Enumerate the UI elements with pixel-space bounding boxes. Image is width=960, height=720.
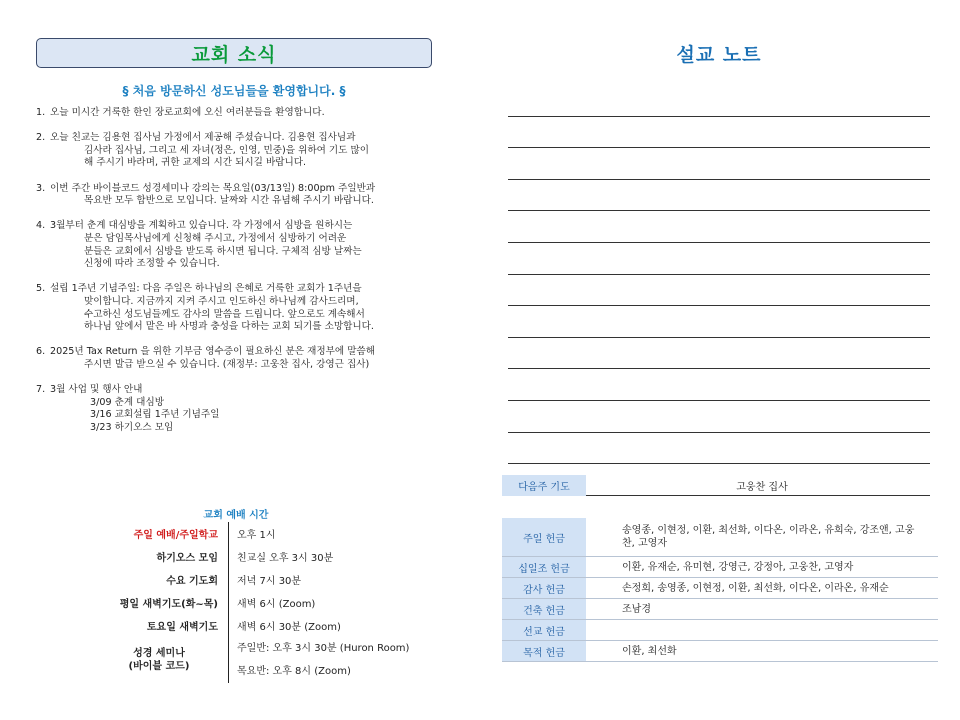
- service-times-title: 교회 예배 시간: [203, 510, 269, 521]
- item-line: 3월 사업 및 행사 안내: [50, 384, 143, 396]
- note-line: [508, 306, 930, 338]
- note-line: [508, 275, 930, 307]
- note-line: [508, 117, 930, 149]
- item-line: 맞이합니다. 지금까지 지켜 주시고 인도하신 하나님께 감사드리며,: [84, 295, 359, 307]
- offering-names: [586, 620, 938, 641]
- note-line: [508, 180, 930, 212]
- news-item: [36, 183, 432, 208]
- item-line: 목요반 모두 합반으로 모입니다. 날짜와 시간 유념해 주시기 바랍니다.: [84, 195, 374, 207]
- news-item: [36, 220, 432, 270]
- note-line: [508, 211, 930, 243]
- item-line: 하나님 앞에서 맡은 바 사명과 충성을 다하는 교회 되기를 소망합니다.: [84, 321, 374, 333]
- service-label: 수요 기도회: [100, 568, 229, 591]
- offerings-table: [502, 518, 938, 662]
- event-line: 3/09 춘계 대심방: [90, 396, 164, 408]
- note-line: [508, 401, 930, 433]
- service-label: 하기오스 모임: [100, 545, 229, 568]
- next-week-prayer: [502, 475, 938, 496]
- event-line: 3/23 하기오스 모임: [90, 421, 174, 433]
- item-line: 수고하신 성도님들께도 감사의 말씀을 드립니다. 앞으로도 계속해서: [84, 308, 365, 320]
- offering-row: [502, 620, 938, 641]
- offering-names: 이환, 최선화: [586, 641, 938, 662]
- seminar-time: 목요반: 오후 8시 (Zoom): [237, 666, 351, 677]
- offering-row: [502, 599, 938, 620]
- item-line: 신청에 따라 조정할 수 있습니다.: [84, 258, 220, 270]
- service-time: 친교실 오후 3시 30분: [237, 553, 334, 564]
- service-label: 주일 예배/주일학교: [100, 522, 229, 545]
- offering-row: [502, 557, 938, 578]
- church-news-section: [36, 38, 432, 447]
- item-line: 주시면 발급 받으실 수 있습니다. (재정부: 고웅찬 집사, 강영근 집사): [84, 358, 370, 370]
- service-label: 평일 새벽기도(화~목): [100, 591, 229, 614]
- note-line: [508, 338, 930, 370]
- service-time: 새벽 6시 (Zoom): [237, 599, 316, 610]
- news-title: 교회 소식: [36, 38, 432, 68]
- offering-label: 건축 헌금: [502, 599, 586, 620]
- service-time: 오후 1시: [237, 530, 276, 541]
- news-item: [36, 384, 432, 434]
- item-line: 분들은 교회에서 심방을 받도록 하시면 됩니다. 구체적 심방 날짜는: [84, 245, 362, 257]
- service-row: [100, 614, 409, 637]
- item-line: 2025년 Tax Return 을 위한 기부금 영수증이 필요하신 분은 재정부에 말씀해: [50, 346, 375, 358]
- news-item: [36, 107, 432, 120]
- welcome-heading: § 처음 방문하신 성도님들을 환영합니다. §: [122, 84, 346, 98]
- service-times-table: [100, 522, 409, 683]
- note-line: [508, 85, 930, 117]
- prayer-label: 다음주 기도: [502, 475, 586, 496]
- seminar-times: [229, 637, 410, 683]
- note-line: [508, 369, 930, 401]
- service-time: 새벽 6시 30분 (Zoom): [237, 622, 341, 633]
- item-line: 분은 담임목사님에게 신청해 주시고, 가정에서 심방하기 어려운: [84, 232, 347, 244]
- service-row: [100, 545, 409, 568]
- service-row: [100, 568, 409, 591]
- offering-label: 감사 헌금: [502, 578, 586, 599]
- sermon-title: 설교 노트: [676, 44, 762, 66]
- offering-row: [502, 518, 938, 557]
- item-number: 7.: [36, 384, 46, 396]
- seminar-label: [100, 637, 229, 683]
- news-list: [36, 107, 432, 434]
- item-line: 오늘 친교는 김용현 집사님 가정에서 제공해 주셨습니다. 김용현 집사님과: [50, 132, 356, 144]
- seminar-label-line: 성경 세미나: [133, 648, 185, 659]
- item-number: 1.: [36, 107, 46, 118]
- prayer-value: 고웅찬 집사: [736, 482, 788, 493]
- item-line: 김사라 집사님, 그리고 세 자녀(정은, 인영, 민중)을 위하여 기도 많이: [84, 144, 370, 156]
- item-line: 해 주시기 바라며, 귀한 교제의 시간 되시길 바랍니다.: [84, 157, 307, 169]
- service-label: 토요일 새벽기도: [100, 614, 229, 637]
- item-line: 설립 1주년 기념주일: 다음 주일은 하나님의 은혜로 거룩한 교회가 1주년을: [50, 283, 362, 295]
- offering-label: 선교 헌금: [502, 620, 586, 641]
- news-item: [36, 346, 432, 371]
- event-line: 3/16 교회설립 1주년 기념주일: [90, 409, 220, 421]
- item-number: 5.: [36, 283, 46, 295]
- offering-row: [502, 641, 938, 662]
- sermon-note-section: [508, 40, 930, 496]
- note-line: [508, 148, 930, 180]
- item-number: 3.: [36, 182, 46, 194]
- offering-label: 주일 헌금: [502, 518, 586, 557]
- offering-names: 이환, 유재순, 유미현, 강영근, 강정아, 고웅찬, 고영자: [586, 557, 938, 578]
- offering-row: [502, 578, 938, 599]
- item-line: 3월부터 춘계 대심방을 계획하고 있습니다. 각 가정에서 심방을 원하시는: [50, 220, 353, 232]
- item-line: 오늘 미시간 거룩한 한인 장로교회에 오신 여러분들을 환영합니다.: [50, 107, 325, 118]
- item-number: 2.: [36, 132, 46, 144]
- seminar-label-line: (바이블 코드): [128, 661, 190, 672]
- item-line: 이번 주간 바이블코드 성경세미나 강의는 목요일(03/13일) 8:00pm 주일반과: [50, 182, 376, 194]
- news-item: [36, 283, 432, 333]
- offering-names: 손정희, 송영종, 이현정, 이환, 최선화, 이다온, 이라온, 유재순: [586, 578, 938, 599]
- note-line: [508, 243, 930, 275]
- seminar-time: 주일반: 오후 3시 30분 (Huron Room): [237, 643, 410, 654]
- item-number: 4.: [36, 220, 46, 232]
- offering-label: 십일조 헌금: [502, 557, 586, 578]
- news-item: [36, 132, 432, 170]
- service-row: [100, 591, 409, 614]
- service-row-seminar: [100, 637, 409, 683]
- service-row: [100, 522, 409, 545]
- item-number: 6.: [36, 346, 46, 358]
- note-line: [508, 433, 930, 465]
- offering-names: 조남경: [586, 599, 938, 620]
- offering-names: 송영종, 이현정, 이환, 최선화, 이다온, 이라온, 유희숙, 강조앤, 고웅찬, 고영자: [586, 518, 938, 557]
- offering-label: 목적 헌금: [502, 641, 586, 662]
- service-time: 저녁 7시 30분: [237, 576, 302, 587]
